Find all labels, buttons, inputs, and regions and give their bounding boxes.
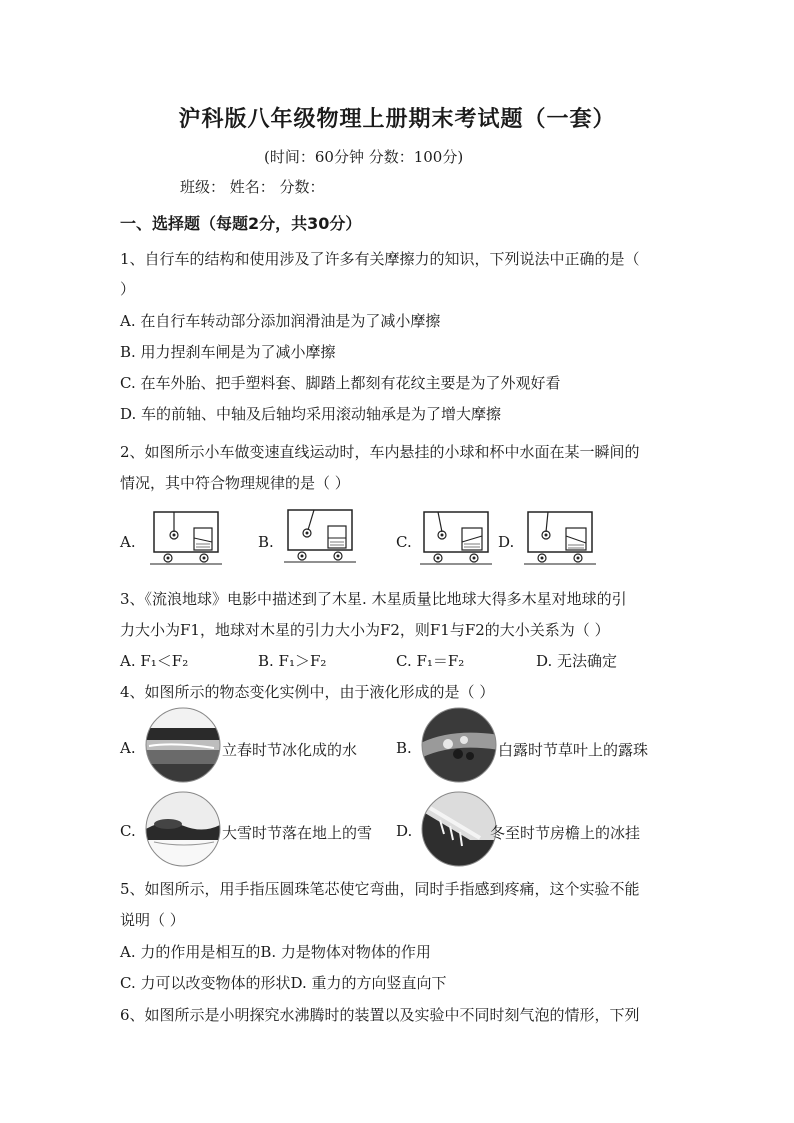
exam-meta: (时间：60分钟 分数：100分) [264,148,464,166]
q2-label-a: A. [120,533,136,551]
q6-stem-line1: 6、如图所示是小明探究水沸腾时的装置以及实验中不同时刻气泡的情形，下列 [120,1006,640,1024]
q4-label-b: B. [396,739,412,757]
q2-stem-line2: 情况，其中符合物理规律的是（ ） [120,474,350,492]
q4-label-d: D. [396,822,413,840]
q2-label-b: B. [258,533,274,551]
dew-drops-photo [420,706,498,784]
q4-caption-b: 白露时节草叶上的露珠 [498,741,649,759]
q3-option-d: D. 无法确定 [536,652,618,670]
q4-stem: 4、如图所示的物态变化实例中，由于液化形成的是（ ） [120,683,495,701]
cart-figure-b [284,506,356,564]
q4-label-c: C. [120,822,136,840]
q3-stem-line1: 3、《流浪地球》电影中描述到了木星. 木星质量比地球大得多木星对地球的引 [120,590,627,608]
q3-option-c: C. F₁＝F₂ [396,652,465,670]
q1-option-d: D. 车的前轴、中轴及后轴均采用滚动轴承是为了增大摩擦 [120,405,502,423]
q1-option-b: B. 用力捏刹车闸是为了减小摩擦 [120,343,336,361]
q4-caption-c: 大雪时节落在地上的雪 [222,824,373,842]
q3-option-b: B. F₁＞F₂ [258,652,327,670]
icicle-photo [420,790,498,868]
cart-figure-d [524,508,596,566]
q2-stem-line1: 2、如图所示小车做变速直线运动时，车内悬挂的小球和杯中水面在某一瞬间的 [120,443,640,461]
exam-title: 沪科版八年级物理上册期末考试题（一套） [178,107,616,132]
section-heading: 一、选择题（每题2分，共30分） [120,214,362,233]
q3-option-a: A. F₁＜F₂ [120,652,189,670]
student-info-fields: 班级： 姓名： 分数： [180,178,325,196]
q4-caption-d: 冬至时节房檐上的冰挂 [490,824,641,842]
cart-figure-a [150,508,222,566]
ice-melting-photo [144,706,222,784]
q5-stem-line1: 5、如图所示，用手指压圆珠笔芯使它弯曲，同时手指感到疼痛，这个实验不能 [120,880,640,898]
q1-option-a: A. 在自行车转动部分添加润滑油是为了减小摩擦 [120,312,441,330]
q5-stem-line2: 说明（ ） [120,911,185,929]
q2-label-d: D. [498,533,515,551]
q1-option-c: C. 在车外胎、把手塑料套、脚踏上都刻有花纹主要是为了外观好看 [120,374,561,392]
q1-stem-line2: ） [120,280,136,298]
q5-options-line2: C. 力可以改变物体的形状D. 重力的方向竖直向下 [120,974,447,992]
snow-photo [144,790,222,868]
cart-figure-c [420,508,492,566]
q4-caption-a: 立春时节冰化成的水 [222,741,358,759]
q5-options-line1: A. 力的作用是相互的B. 力是物体对物体的作用 [120,943,431,961]
q4-label-a: A. [120,739,136,757]
q1-stem-line1: 1、自行车的结构和使用涉及了许多有关摩擦力的知识，下列说法中正确的是（ [120,250,640,268]
q2-label-c: C. [396,533,412,551]
q3-stem-line2: 力大小为F1，地球对木星的引力大小为F2，则F1与F2的大小关系为（ ） [120,621,610,639]
